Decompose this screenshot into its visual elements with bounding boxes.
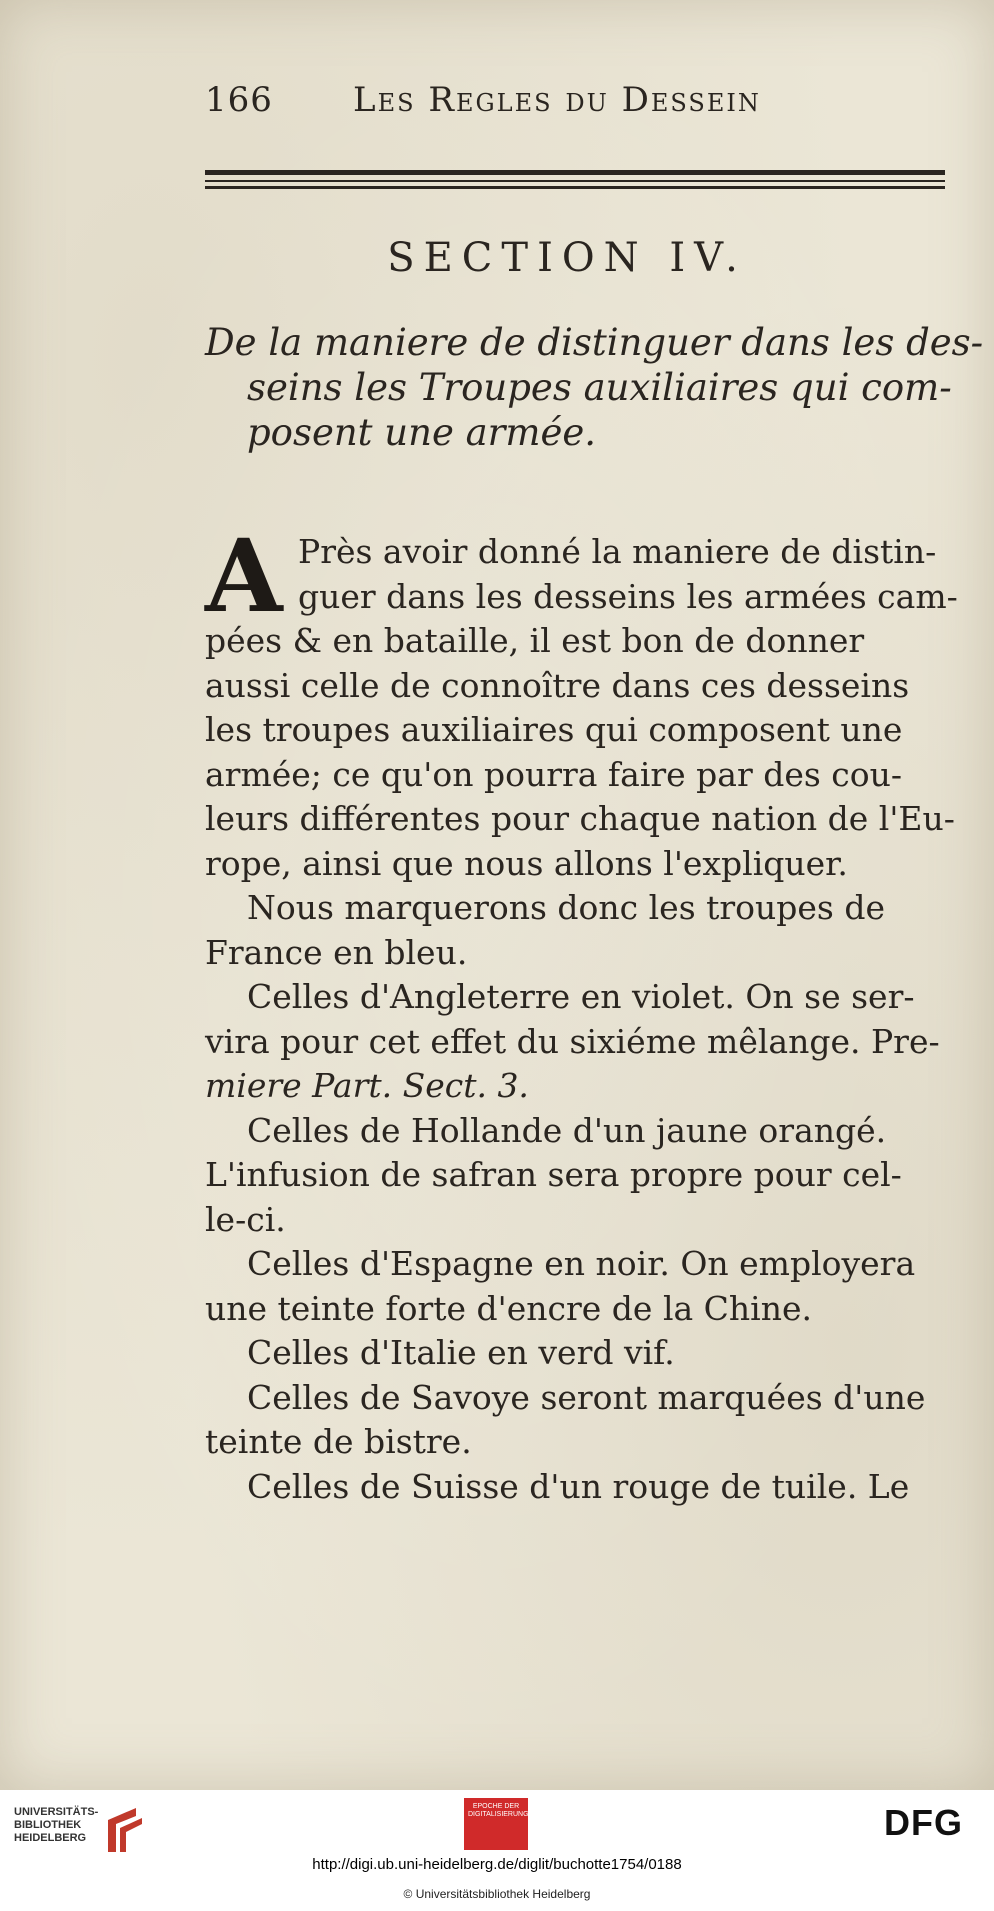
library-logo-line: UNIVERSITÄTS- [14,1806,99,1818]
running-title: Les Regles du Dessein [353,80,761,120]
body-line: Celles de Savoye seront marquées d'une [247,1377,926,1417]
header-rule-bottom [205,186,945,189]
body-line: Celles de Hollande d'un jaune orangé. [247,1110,887,1150]
dfg-logo[interactable]: DFG [884,1802,963,1843]
library-mark-icon [102,1806,146,1856]
body-line: vira pour cet effet du sixiéme mêlange. Pre- [205,1021,940,1061]
body-line [205,1064,950,1109]
body-line: Celles de Suisse d'un rouge de tuile. Le [247,1466,910,1506]
subtitle-line: posent une armée. [247,411,597,454]
section-subtitle [205,320,984,455]
library-logo-line: BIBLIOTHEK [14,1819,82,1831]
body-line: Près avoir donné la maniere de distin- [298,532,937,571]
running-head [205,80,955,124]
body-line: Celles d'Angleterre en violet. On se ser- [247,977,915,1016]
header-rule-thick [205,170,945,175]
subtitle-line: De la maniere de distinguer dans les des- [205,321,984,364]
body-line: Celles d'Italie en verd vif. [247,1333,675,1372]
body-line: le-ci. [205,1199,286,1239]
library-logo-text [14,1806,98,1845]
body-line: aussi celle de connoître dans ces desseins [205,665,910,705]
body-line: teinte de bistre. [205,1422,472,1461]
body-line: armée; ce qu'on pourra faire par des cou- [205,754,903,794]
body-line-italic: miere Part. Sect. 3. [205,1066,529,1105]
body-line: une teinte forte d'encre de la Chine. [205,1288,812,1328]
body-line: France en bleu. [205,932,468,972]
page-number: 166 [205,80,273,120]
university-library-logo[interactable] [14,1806,144,1856]
body-line: les troupes auxiliaires qui composent une [205,710,903,749]
body-line: Nous marquerons donc les troupes de [247,888,886,927]
body-text [205,517,958,1509]
drop-cap: A [205,517,283,635]
copyright-notice: © Universitätsbibliothek Heidelberg [403,1887,591,1901]
subtitle-line: seins les Troupes auxiliaires qui com- [247,366,952,409]
body-line: guer dans les desseins les armées cam- [298,576,958,616]
permalink-url[interactable]: http://digi.ub.uni-heidelberg.de/diglit/buchotte1754/0188 [312,1856,682,1873]
library-logo-line: HEIDELBERG [14,1832,87,1844]
digitization-logo[interactable] [464,1798,528,1850]
body-line: pées & en bataille, il est bon de donner [205,621,865,660]
body-line: leurs différentes pour chaque nation de l'Eu- [205,799,955,838]
body-line: L'infusion de safran sera propre pour cel- [205,1155,902,1194]
body-line: Celles d'Espagne en noir. On employera [247,1244,916,1283]
section-heading: SECTION IV. [387,235,747,281]
digitization-logo-text: EPOCHE DER DIGITALISIERUNG [468,1803,529,1818]
header-rule-thin [205,180,945,182]
body-line: rope, ainsi que nous allons l'expliquer. [205,843,848,883]
viewer-footer [0,1790,994,1911]
